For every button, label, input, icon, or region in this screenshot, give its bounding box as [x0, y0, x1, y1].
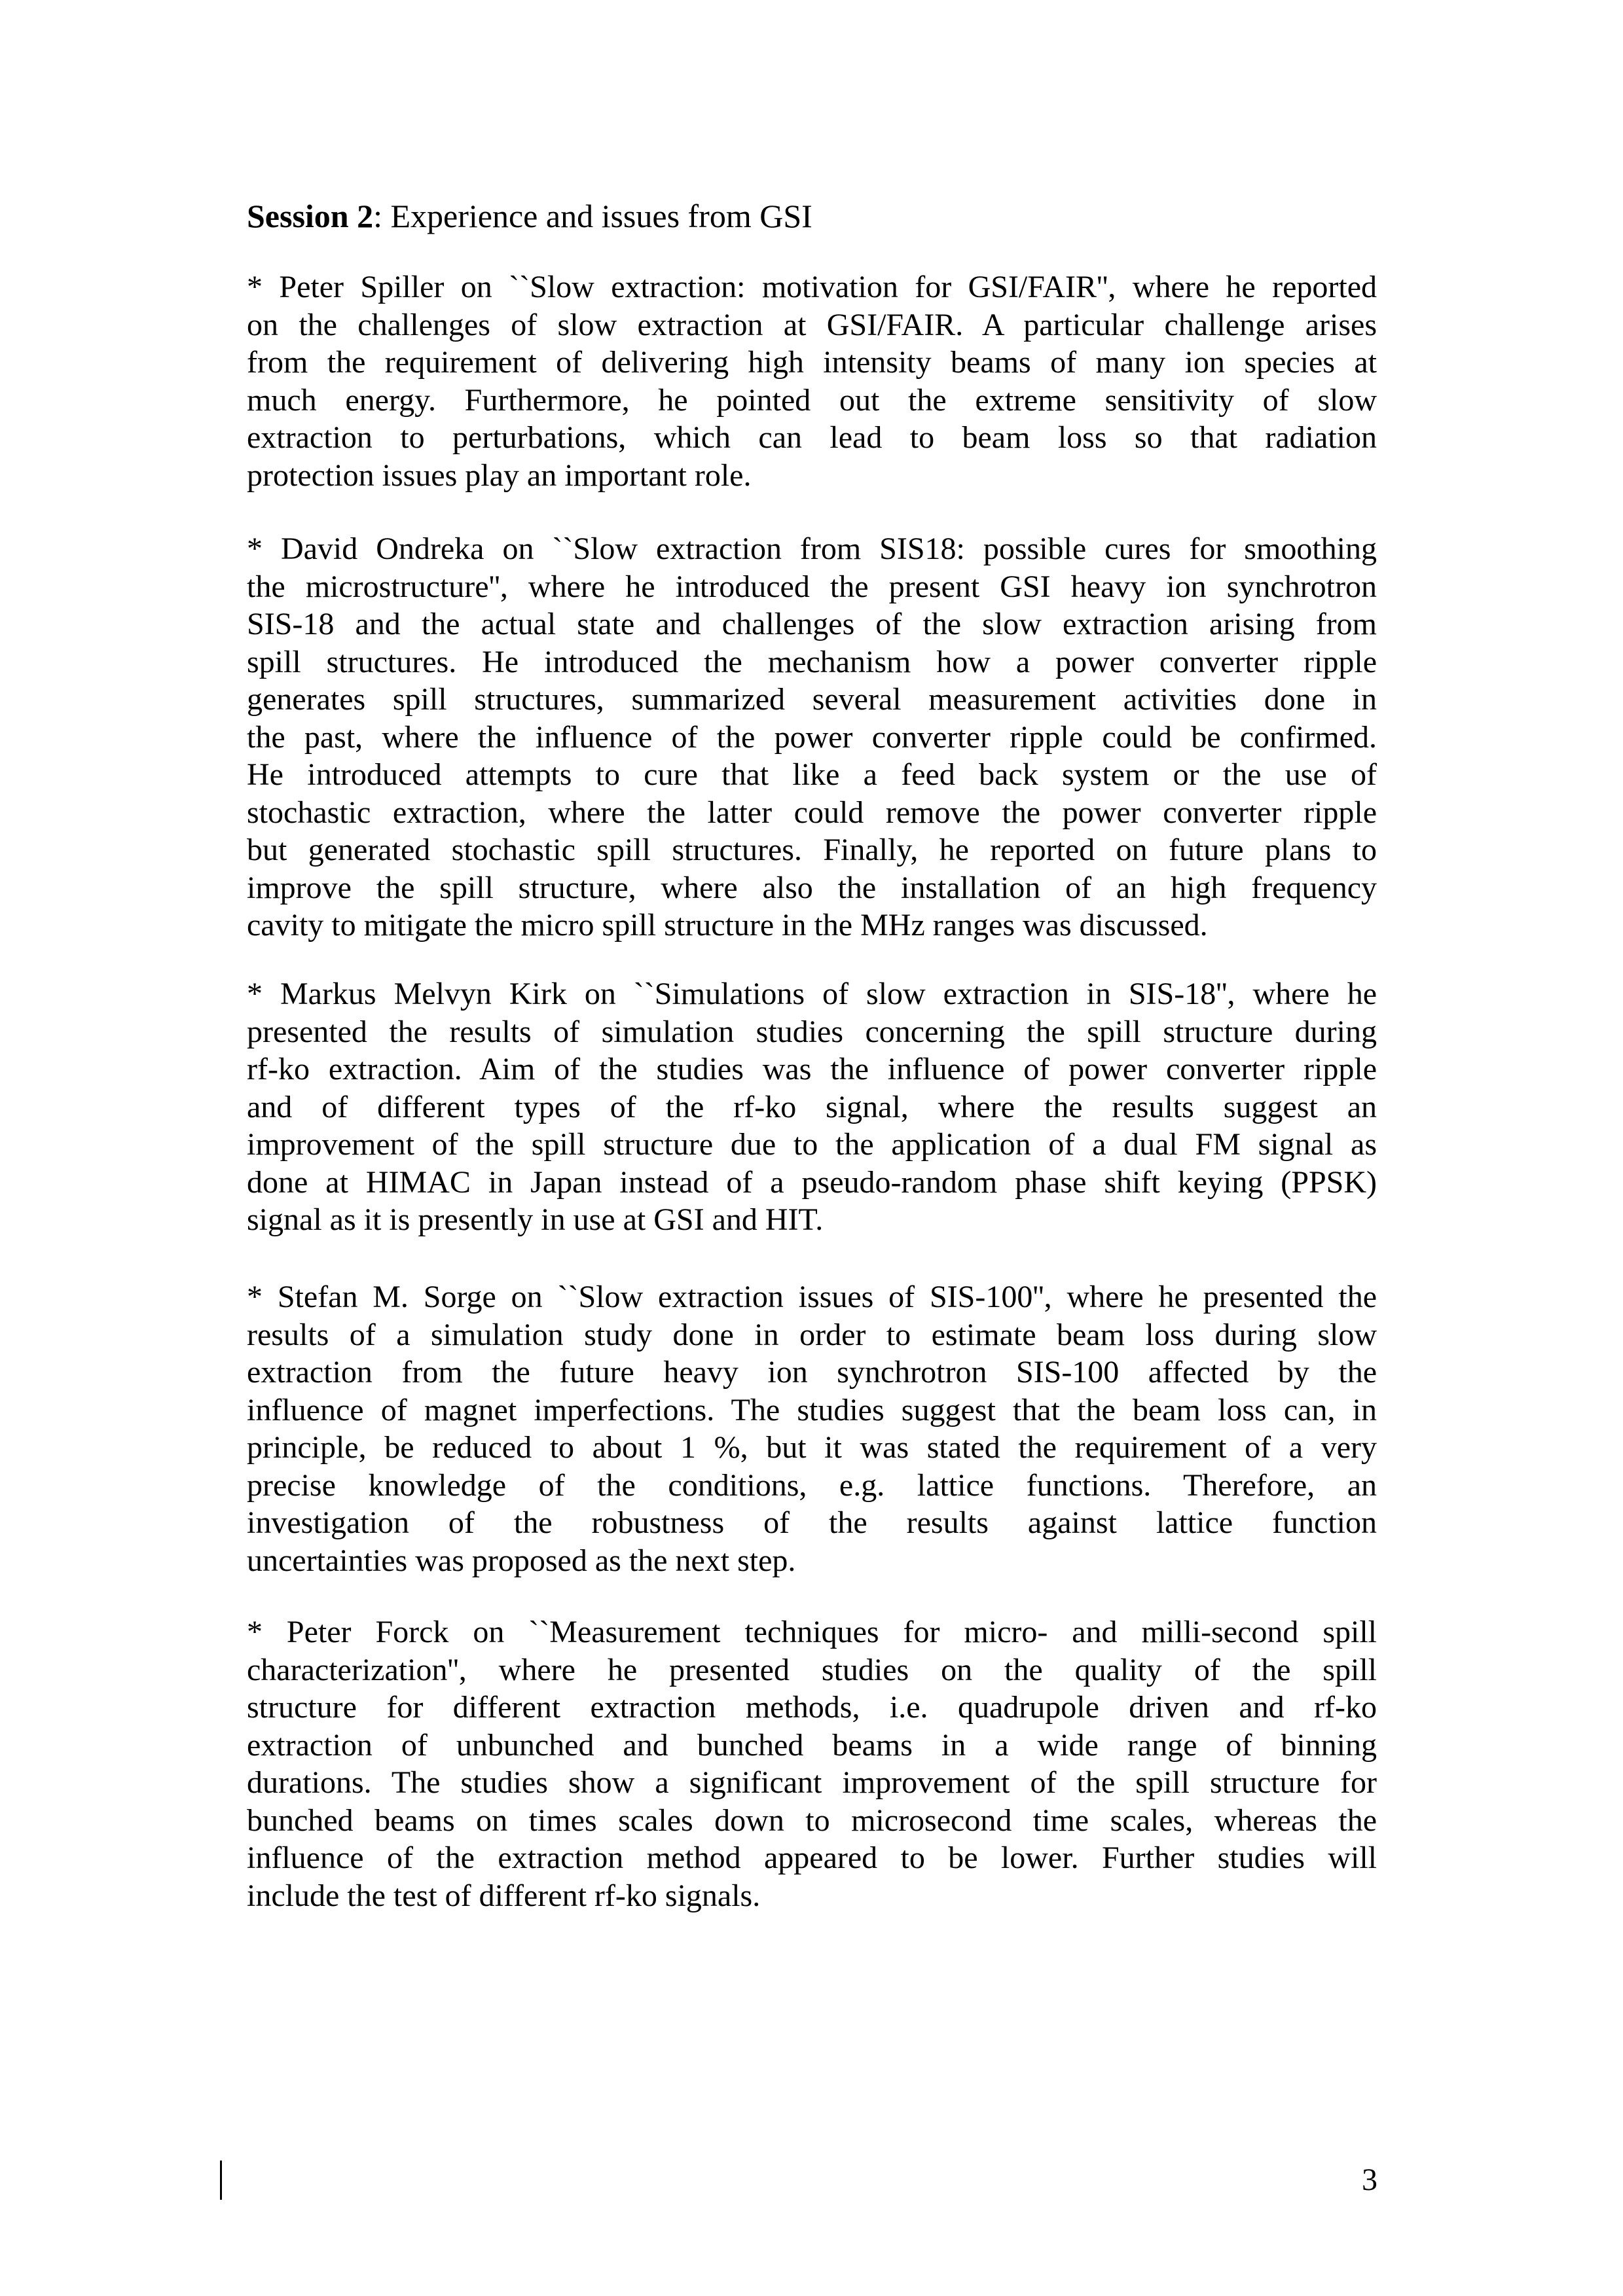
text-line: * David Ondreka on ``Slow extraction from SIS18: possible cures for smoothing — [247, 531, 1377, 566]
talk-summary-ondreka — [247, 530, 1377, 944]
text-line: precise knowledge of the conditions, e.g. lattice functions. Therefore, an — [247, 1467, 1377, 1503]
text-line: extraction of unbunched and bunched beams in a wide range of binning — [247, 1727, 1377, 1763]
text-line: generates spill structures, summarized several measurement activities done in — [247, 682, 1377, 717]
text-line: and of different types of the rf-ko signal, where the results suggest an — [247, 1089, 1377, 1124]
session-heading — [247, 196, 812, 236]
text-line: * Stefan M. Sorge on ``Slow extraction issues of SIS-100'', where he presented the — [247, 1280, 1377, 1314]
talk-summary-forck — [247, 1613, 1377, 1914]
text-line: * Peter Forck on ``Measurement techniques for micro- and milli-second spill — [247, 1615, 1377, 1649]
text-line: He introduced attempts to cure that like a feed back system or the use of — [247, 757, 1377, 792]
text-line: uncertainties was proposed as the next step. — [247, 1543, 796, 1578]
text-line: signal as it is presently in use at GSI and HIT. — [247, 1202, 824, 1237]
text-line: results of a simulation study done in order to estimate beam loss during slow — [247, 1317, 1377, 1352]
text-line: durations. The studies show a significant improvement of the spill structure for — [247, 1765, 1377, 1800]
text-line: * Peter Spiller on ``Slow extraction: motivation for GSI/FAIR'', where he reported — [247, 270, 1377, 304]
text-line: on the challenges of slow extraction at GSI/FAIR. A particular challenge arises — [247, 307, 1377, 342]
text-line: cavity to mitigate the micro spill structure in the MHz ranges was discussed. — [247, 908, 1208, 942]
session-heading-title: : Experience and issues from GSI — [373, 198, 812, 234]
text-line: principle, be reduced to about 1 %, but it was stated the requirement of a very — [247, 1430, 1377, 1465]
talk-summary-sorge — [247, 1278, 1377, 1579]
text-line: the past, where the influence of the power converter ripple could be confirmed. — [247, 719, 1377, 755]
text-line: structure for different extraction methods, i.e. quadrupole driven and rf-ko — [247, 1690, 1377, 1725]
text-line: extraction from the future heavy ion synchrotron SIS-100 affected by the — [247, 1355, 1377, 1390]
text-line: from the requirement of delivering high intensity beams of many ion species at — [247, 345, 1377, 380]
text-line: influence of magnet imperfections. The studies suggest that the beam loss can, in — [247, 1392, 1377, 1427]
text-line: spill structures. He introduced the mechanism how a power converter ripple — [247, 644, 1377, 679]
text-line: characterization'', where he presented studies on the quality of the spill — [247, 1652, 1377, 1687]
text-line: done at HIMAC in Japan instead of a pseudo-random phase shift keying (PPSK) — [247, 1164, 1377, 1200]
text-line: protection issues play an important role. — [247, 457, 752, 493]
text-line: but generated stochastic spill structures. Finally, he reported on future plans to — [247, 833, 1377, 867]
page-number: 3 — [1362, 2162, 1377, 2197]
text-line: stochastic extraction, where the latter could remove the power converter ripple — [247, 795, 1377, 830]
text-line: improvement of the spill structure due to the application of a dual FM signal as — [247, 1127, 1377, 1162]
text-line: rf-ko extraction. Aim of the studies was the influence of power converter ripple — [247, 1052, 1377, 1086]
text-line: investigation of the robustness of the results against lattice function — [247, 1505, 1377, 1540]
text-line: influence of the extraction method appeared to be lower. Further studies will — [247, 1840, 1377, 1875]
session-heading-label: Session 2 — [247, 198, 374, 234]
text-line: much energy. Furthermore, he pointed out the extreme sensitivity of slow — [247, 382, 1377, 418]
footer-vertical-rule — [220, 2161, 222, 2200]
text-line: SIS-18 and the actual state and challenges of the slow extraction arising from — [247, 607, 1377, 641]
text-line: include the test of different rf-ko signals. — [247, 1878, 761, 1913]
talk-summary-kirk — [247, 975, 1377, 1239]
text-line: extraction to perturbations, which can lead to beam loss so that radiation — [247, 420, 1377, 455]
text-line: presented the results of simulation studies concerning the spill structure during — [247, 1014, 1377, 1049]
talk-summary-spiller — [247, 268, 1377, 494]
text-line: bunched beams on times scales down to microsecond time scales, whereas the — [247, 1803, 1377, 1838]
text-line: improve the spill structure, where also the installation of an high frequency — [247, 870, 1377, 905]
text-line: * Markus Melvyn Kirk on ``Simulations of slow extraction in SIS-18'', where he — [247, 977, 1377, 1011]
text-line: the microstructure'', where he introduced the present GSI heavy ion synchrotron — [247, 569, 1377, 604]
